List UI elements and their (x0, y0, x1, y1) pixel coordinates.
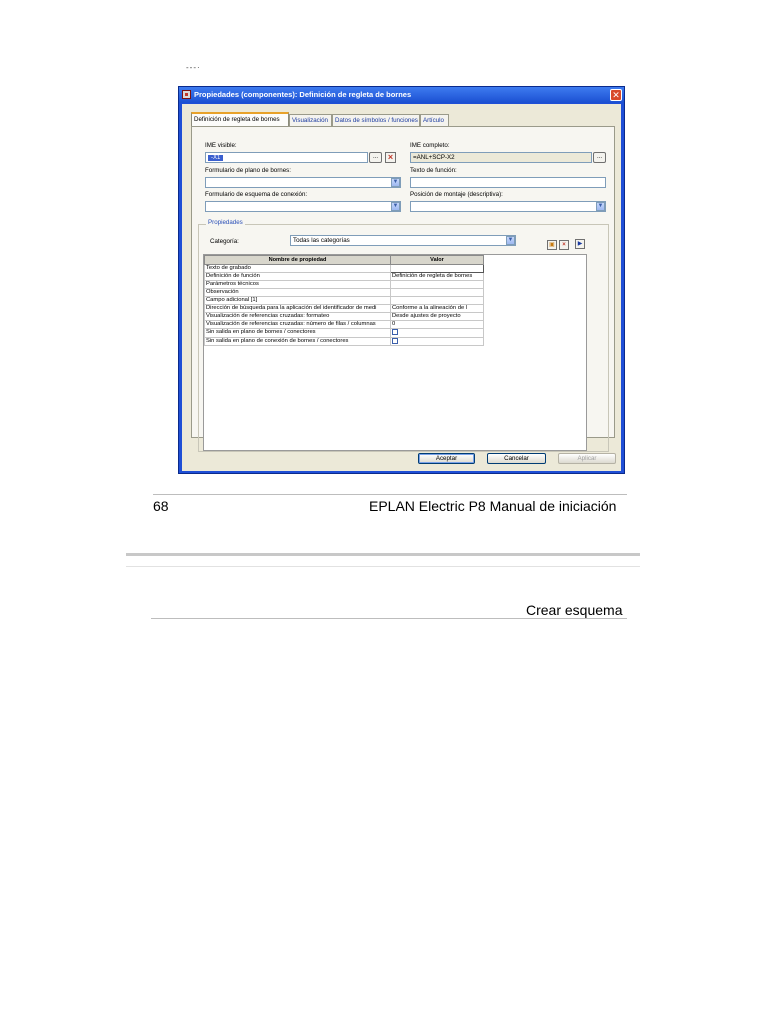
header-rule (151, 618, 627, 619)
page-separator (126, 553, 640, 556)
property-name: Sin salida en plano de bornes / conectores (205, 329, 391, 338)
section-title: Crear esquema (526, 602, 623, 618)
chevron-down-icon[interactable]: ▼ (392, 203, 399, 209)
property-value[interactable] (391, 281, 484, 289)
plano-bornes-label: Formulario de plano de bornes: (205, 167, 291, 174)
chevron-down-icon[interactable]: ▼ (392, 179, 399, 185)
window-title: Propiedades (componentes): Definición de regleta de bornes (194, 90, 412, 99)
ime-visible-input[interactable] (205, 152, 368, 163)
texto-funcion-input[interactable] (410, 177, 606, 188)
page-top-mark: ---· (186, 63, 201, 72)
ime-visible-browse-button[interactable]: ... (369, 152, 382, 163)
new-property-icon[interactable]: ▣ (547, 240, 557, 250)
property-value[interactable]: Desde ajustes de proyecto (391, 313, 484, 321)
property-value-checkbox[interactable] (391, 337, 484, 346)
texto-funcion-label: Texto de función: (410, 167, 457, 174)
ime-visible-value: -X1 (208, 155, 223, 161)
properties-dialog (178, 86, 625, 474)
property-name: Parámetros técnicos (205, 281, 391, 289)
footer-rule (153, 494, 627, 495)
arrow-right-icon[interactable]: ▶ (575, 239, 585, 249)
table-row[interactable] (205, 281, 484, 289)
plano-bornes-select[interactable] (205, 177, 401, 188)
property-value[interactable]: 0 (391, 321, 484, 329)
apply-button[interactable]: Aplicar (558, 453, 616, 464)
tab-datos-simbolos[interactable]: Datos de símbolos / funciones (332, 114, 420, 126)
property-name: Observación (205, 289, 391, 297)
chevron-down-icon[interactable]: ▼ (597, 203, 604, 209)
properties-table (204, 255, 484, 346)
property-value[interactable] (391, 265, 484, 273)
table-row[interactable] (205, 273, 484, 281)
tab-articulo[interactable]: Artículo (420, 114, 449, 126)
properties-grid[interactable] (203, 254, 587, 451)
property-name: Definición de función (205, 273, 391, 281)
property-value[interactable] (391, 289, 484, 297)
ok-button[interactable]: Aceptar (418, 453, 475, 464)
table-row[interactable] (205, 337, 484, 346)
ime-complete-browse-button[interactable]: ... (593, 152, 606, 163)
esquema-conexion-select[interactable] (205, 201, 401, 212)
manual-title: EPLAN Electric P8 Manual de iniciación (369, 498, 617, 514)
properties-group (198, 224, 609, 452)
esquema-conexion-label: Formulario de esquema de conexión: (205, 191, 308, 198)
property-value[interactable]: Definición de regleta de bornes (391, 273, 484, 281)
property-name: Visualización de referencias cruzadas: formateo (205, 313, 391, 321)
properties-group-label: Propiedades (208, 219, 243, 226)
tab-definicion-regleta[interactable]: Definición de regleta de bornes (191, 112, 289, 127)
cancel-button[interactable]: Cancelar (487, 453, 546, 464)
category-select[interactable]: Todas las categorías (290, 235, 516, 246)
checkbox[interactable] (392, 338, 398, 344)
dialog-client (182, 104, 621, 471)
page-separator-light (126, 566, 640, 567)
app-icon (182, 90, 191, 99)
posicion-montaje-label: Posición de montaje (descriptiva): (410, 191, 503, 198)
close-button[interactable]: ✕ (610, 89, 622, 101)
col-header-name[interactable]: Nombre de propiedad (205, 256, 391, 265)
col-header-value[interactable]: Valor (391, 256, 484, 265)
posicion-montaje-select[interactable] (410, 201, 606, 212)
category-label: Categoría: (210, 238, 239, 245)
property-name: Dirección de búsqueda para la aplicación del identificador de medi (205, 305, 391, 313)
tab-panel (191, 126, 615, 438)
ime-complete-label: IME completo: (410, 142, 450, 149)
table-row[interactable] (205, 289, 484, 297)
checkbox[interactable] (392, 329, 398, 335)
table-row[interactable] (205, 329, 484, 338)
ime-complete-input[interactable]: =ANL+SCP-X2 (410, 152, 592, 163)
delete-property-icon[interactable]: × (559, 240, 569, 250)
property-name: Sin salida en plano de conexión de bornes / conectores (205, 337, 391, 346)
table-row[interactable] (205, 297, 484, 305)
property-name: Texto de grabado (205, 265, 391, 273)
title-bar[interactable] (179, 87, 624, 103)
ime-visible-label: IME visible: (205, 142, 237, 149)
property-name: Visualización de referencias cruzadas: número de filas / columnas (205, 321, 391, 329)
delete-icon[interactable]: × (385, 152, 396, 163)
page-number: 68 (153, 498, 169, 514)
table-row[interactable] (205, 305, 484, 313)
table-row[interactable] (205, 265, 484, 273)
property-name: Campo adicional [1] (205, 297, 391, 305)
property-value[interactable]: Conforme a la alineación de l (391, 305, 484, 313)
table-row[interactable] (205, 321, 484, 329)
table-row[interactable] (205, 313, 484, 321)
property-value[interactable] (391, 297, 484, 305)
property-value-checkbox[interactable] (391, 329, 484, 338)
chevron-down-icon[interactable]: ▼ (507, 237, 514, 243)
tab-visualizacion[interactable]: Visualización (289, 114, 332, 126)
